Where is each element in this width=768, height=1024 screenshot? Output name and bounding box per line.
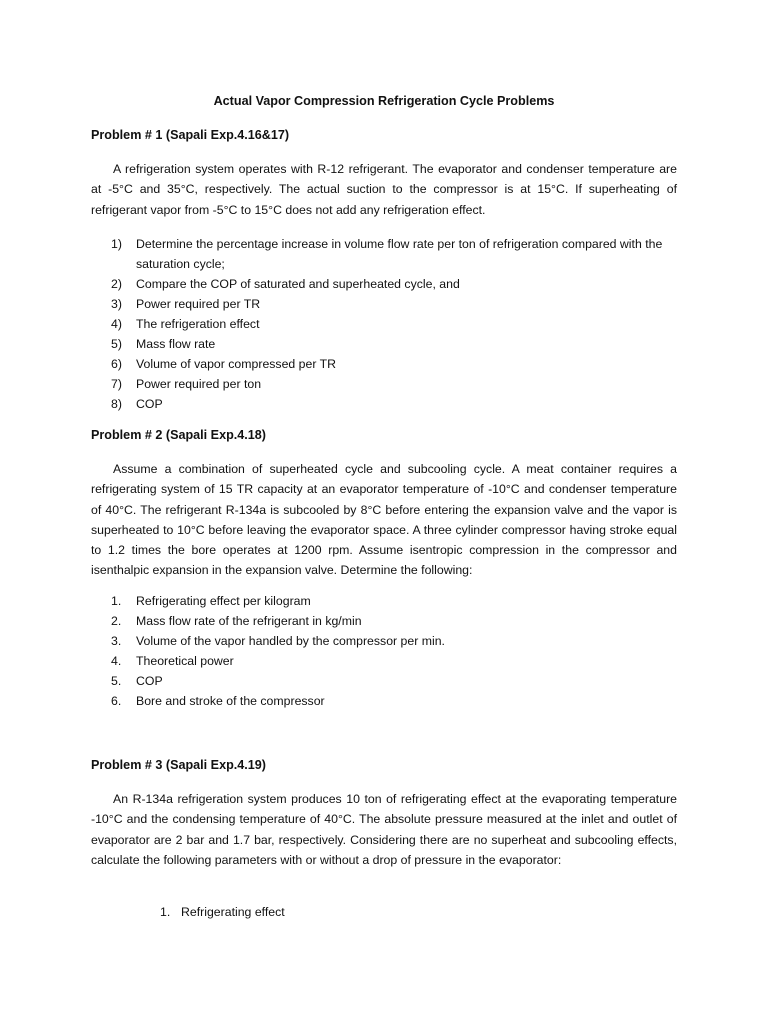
list-item-text: Refrigerating effect: [181, 905, 285, 919]
problem-2-heading: Problem # 2 (Sapali Exp.4.18): [91, 428, 266, 442]
list-item: [91, 631, 691, 651]
list-item-text: Power required per ton: [136, 377, 262, 391]
list-item-number: 3): [111, 297, 122, 311]
list-item-text: COP: [136, 674, 163, 688]
list-item-number: 1): [111, 237, 122, 251]
list-item: [91, 294, 691, 314]
list-item: [91, 394, 691, 414]
list-item-number: 3.: [111, 634, 122, 648]
problem-3-paragraph: An R-134a refrigeration system produces 10 ton of refrigerating effect at the evaporating temperature -10°C and the condensing temperature of 40°C. The absolute pressure measured at the inlet and outlet of evaporator are 2 bar and 1.7 bar, respectively. Considering there are no superheat and subcooling effects, calculate the following parameters with or without a drop of pressure in the evaporator:: [91, 792, 677, 867]
list-item-text: Mass flow rate: [136, 337, 216, 351]
list-item-number: 5): [111, 337, 122, 351]
list-item: [91, 314, 691, 334]
list-item-number: 7): [111, 377, 122, 391]
list-item-text: Determine the percentage increase in volume flow rate per ton of refrigeration compared with the saturation cycle;: [136, 237, 663, 271]
list-item-text: Volume of the vapor handled by the compressor per min.: [136, 634, 445, 648]
list-item-text: The refrigeration effect: [136, 317, 260, 331]
list-item: [91, 651, 691, 671]
list-item-text: COP: [136, 397, 163, 411]
problem-2-list: [91, 591, 691, 711]
list-item-number: 5.: [111, 674, 122, 688]
list-item: [91, 671, 691, 691]
list-item: [136, 902, 736, 922]
list-item-number: 1.: [111, 594, 122, 608]
list-item: [91, 354, 691, 374]
problem-2-paragraph: Assume a combination of superheated cycle and subcooling cycle. A meat container requires a refrigerating system of 15 TR capacity at an evaporator temperature of -10°C and condenser temperature of 40°C. The refrigerant R-134a is subcooled by 8°C before entering the expansion valve and the vapor is superheated to 10°C before leaving the evaporator space. A three cylinder compressor having stroke equal to 1.2 times the bore operates at 1200 rpm. Assume isentropic compression in the compressor and isenthalpic expansion in the expansion valve. Determine the following:: [91, 462, 677, 578]
document-title: Actual Vapor Compression Refrigeration Cycle Problems: [213, 94, 555, 108]
list-item-text: Bore and stroke of the compressor: [136, 694, 325, 708]
list-item: [91, 591, 691, 611]
list-item-number: 4): [111, 317, 122, 331]
list-item-text: Power required per TR: [136, 297, 261, 311]
problem-1-heading: Problem # 1 (Sapali Exp.4.16&17): [91, 128, 290, 142]
list-item-text: Compare the COP of saturated and superheated cycle, and: [136, 277, 460, 291]
list-item-number: 8): [111, 397, 122, 411]
list-item-text: Theoretical power: [136, 654, 234, 668]
list-item: [91, 611, 691, 631]
list-item-number: 2.: [111, 614, 122, 628]
list-item-number: 4.: [111, 654, 122, 668]
list-item-number: 2): [111, 277, 122, 291]
list-item-number: 1.: [160, 905, 171, 919]
list-item: [91, 234, 691, 274]
list-item-number: 6.: [111, 694, 122, 708]
problem-3-heading: Problem # 3 (Sapali Exp.4.19): [91, 758, 266, 772]
list-item: [91, 691, 691, 711]
list-item-text: Mass flow rate of the refrigerant in kg/min: [136, 614, 362, 628]
problem-1-paragraph: A refrigeration system operates with R-12 refrigerant. The evaporator and condenser temperature are at -5°C and 35°C, respectively. The actual suction to the compressor is at 15°C. If superheating of refrigerant vapor from -5°C to 15°C does not add any refrigeration effect.: [91, 162, 677, 217]
list-item-text: Refrigerating effect per kilogram: [136, 594, 311, 608]
list-item: [91, 374, 691, 394]
list-item-number: 6): [111, 357, 122, 371]
list-item: [91, 274, 691, 294]
problem-1-list: [91, 234, 691, 414]
list-item-text: Volume of vapor compressed per TR: [136, 357, 337, 371]
problem-3-list: [136, 902, 736, 922]
list-item: [91, 334, 691, 354]
